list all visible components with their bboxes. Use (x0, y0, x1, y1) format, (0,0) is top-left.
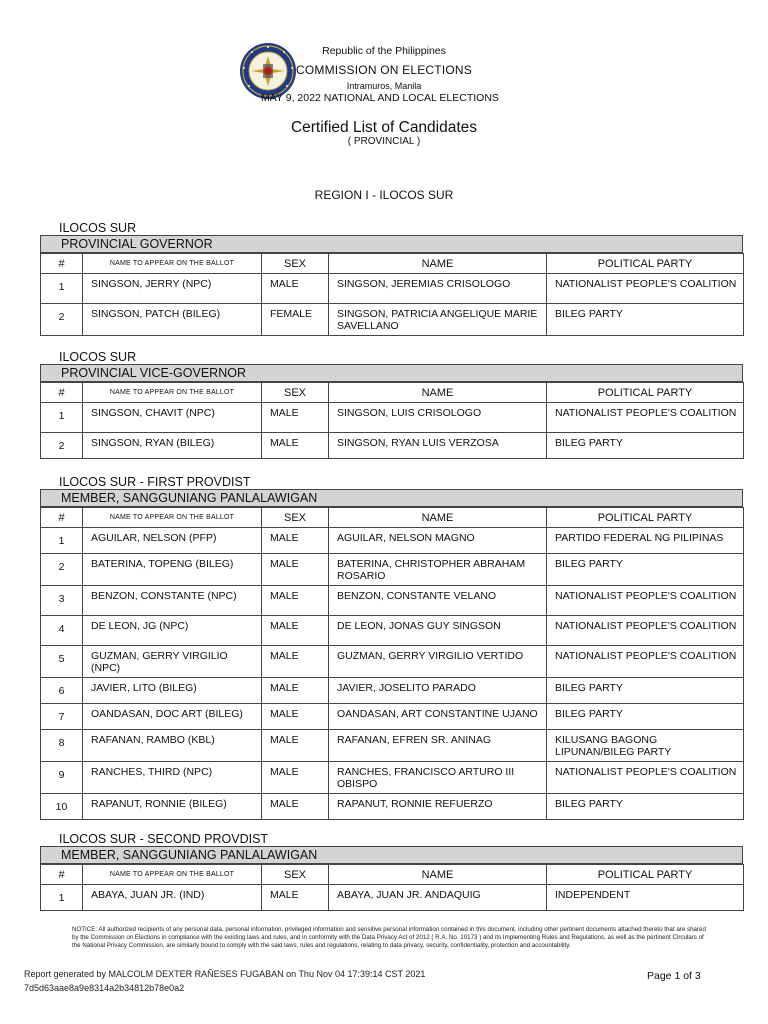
cell-sex: MALE (262, 704, 329, 730)
cell-name: AGUILAR, NELSON MAGNO (329, 528, 547, 554)
section-office: MEMBER, SANGGUNIANG PANLALAWIGAN (40, 489, 743, 507)
cell-num: 5 (41, 646, 83, 678)
cell-ballot-name: OANDASAN, DOC ART (BILEG) (83, 704, 262, 730)
cell-ballot-name: SINGSON, CHAVIT (NPC) (83, 403, 262, 433)
cell-party: BILEG PARTY (547, 704, 744, 730)
table-row (41, 403, 744, 433)
table-header-row (41, 508, 744, 528)
table-row (41, 304, 744, 336)
cell-name: ABAYA, JUAN JR. ANDAQUIG (329, 885, 547, 911)
cell-party: NATIONALIST PEOPLE'S COALITION (547, 274, 744, 304)
col-ballot-name-header: NAME TO APPEAR ON THE BALLOT (83, 508, 262, 528)
cell-ballot-name: GUZMAN, GERRY VIRGILIO (NPC) (83, 646, 262, 678)
cell-sex: MALE (262, 730, 329, 762)
commission-name: COMMISSION ON ELECTIONS (296, 63, 472, 77)
cell-sex: MALE (262, 678, 329, 704)
cell-name: RANCHES, FRANCISCO ARTURO III OBISPO (329, 762, 547, 794)
table-row (41, 762, 744, 794)
document-subtitle: ( PROVINCIAL ) (347, 136, 421, 147)
col-num-header: # (41, 508, 83, 528)
cell-party: NATIONALIST PEOPLE'S COALITION (547, 403, 744, 433)
cell-name: SINGSON, PATRICIA ANGELIQUE MARIE SAVELLANO (329, 304, 547, 336)
cell-num: 7 (41, 704, 83, 730)
section-office: PROVINCIAL VICE-GOVERNOR (40, 364, 743, 382)
cell-num: 2 (41, 554, 83, 586)
section-first-provdist (40, 475, 743, 820)
cell-party: BILEG PARTY (547, 433, 744, 459)
cell-name: BENZON, CONSTANTE VELANO (329, 586, 547, 616)
cell-num: 3 (41, 586, 83, 616)
cell-name: JAVIER, JOSELITO PARADO (329, 678, 547, 704)
document-title: Certified List of Candidates (290, 119, 478, 136)
col-ballot-name-header: NAME TO APPEAR ON THE BALLOT (83, 254, 262, 274)
col-num-header: # (41, 383, 83, 403)
cell-num: 2 (41, 433, 83, 459)
col-ballot-name-header: NAME TO APPEAR ON THE BALLOT (83, 865, 262, 885)
col-party-header: POLITICAL PARTY (547, 865, 744, 885)
cell-sex: MALE (262, 403, 329, 433)
section-provincial-governor (40, 221, 743, 336)
cell-party: PARTIDO FEDERAL NG PILIPINAS (547, 528, 744, 554)
cell-name: BATERINA, CHRISTOPHER ABRAHAM ROSARIO (329, 554, 547, 586)
cell-num: 1 (41, 403, 83, 433)
cell-name: GUZMAN, GERRY VIRGILIO VERTIDO (329, 646, 547, 678)
cell-ballot-name: BATERINA, TOPENG (BILEG) (83, 554, 262, 586)
cell-ballot-name: SINGSON, JERRY (NPC) (83, 274, 262, 304)
cell-name: SINGSON, RYAN LUIS VERZOSA (329, 433, 547, 459)
cell-name: RAFANAN, EFREN SR. ANINAG (329, 730, 547, 762)
table-row (41, 704, 744, 730)
table-row (41, 586, 744, 616)
page-number: Page 1 of 3 (647, 970, 701, 982)
section-area: ILOCOS SUR - FIRST PROVDIST (59, 475, 251, 489)
cell-name: OANDASAN, ART CONSTANTINE UJANO (329, 704, 547, 730)
cell-sex: MALE (262, 433, 329, 459)
cell-ballot-name: SINGSON, PATCH (BILEG) (83, 304, 262, 336)
cell-party: BILEG PARTY (547, 678, 744, 704)
cell-party: BILEG PARTY (547, 794, 744, 820)
col-party-header: POLITICAL PARTY (547, 254, 744, 274)
cell-ballot-name: DE LEON, JG (NPC) (83, 616, 262, 646)
col-name-header: NAME (329, 254, 547, 274)
cell-ballot-name: SINGSON, RYAN (BILEG) (83, 433, 262, 459)
cell-ballot-name: ABAYA, JUAN JR. (IND) (83, 885, 262, 911)
col-num-header: # (41, 865, 83, 885)
commission-location: Intramuros, Manila (346, 81, 422, 91)
cell-party: KILUSANG BAGONG LIPUNAN/BILEG PARTY (547, 730, 744, 762)
section-area: ILOCOS SUR (59, 350, 137, 364)
cell-num: 2 (41, 304, 83, 336)
col-party-header: POLITICAL PARTY (547, 508, 744, 528)
col-name-header: NAME (329, 508, 547, 528)
section-office: MEMBER, SANGGUNIANG PANLALAWIGAN (40, 846, 743, 864)
col-sex-header: SEX (262, 508, 329, 528)
cell-num: 1 (41, 274, 83, 304)
col-num-header: # (41, 254, 83, 274)
col-sex-header: SEX (262, 254, 329, 274)
cell-ballot-name: JAVIER, LITO (BILEG) (83, 678, 262, 704)
cell-sex: MALE (262, 762, 329, 794)
cell-name: SINGSON, JEREMIAS CRISOLOGO (329, 274, 547, 304)
election-name: MAY 9, 2022 NATIONAL AND LOCAL ELECTIONS (261, 92, 499, 104)
cell-sex: MALE (262, 794, 329, 820)
cell-sex: MALE (262, 554, 329, 586)
cell-num: 1 (41, 528, 83, 554)
candidate-table (40, 253, 744, 336)
cell-ballot-name: AGUILAR, NELSON (PFP) (83, 528, 262, 554)
table-row (41, 554, 744, 586)
section-area: ILOCOS SUR (59, 221, 137, 235)
cell-ballot-name: BENZON, CONSTANTE (NPC) (83, 586, 262, 616)
cell-ballot-name: RAPANUT, RONNIE (BILEG) (83, 794, 262, 820)
cell-party: NATIONALIST PEOPLE'S COALITION (547, 586, 744, 616)
candidate-table (40, 507, 744, 820)
cell-sex: MALE (262, 646, 329, 678)
cell-num: 1 (41, 885, 83, 911)
cell-sex: FEMALE (262, 304, 329, 336)
cell-party: BILEG PARTY (547, 304, 744, 336)
cell-num: 9 (41, 762, 83, 794)
cell-party: INDEPENDENT (547, 885, 744, 911)
table-row (41, 616, 744, 646)
col-sex-header: SEX (262, 865, 329, 885)
report-generated-by: Report generated by MALCOLM DEXTER RAÑESES FUGABAN on Thu Nov 04 17:39:14 CST 2021 (24, 969, 426, 979)
cell-sex: MALE (262, 885, 329, 911)
cell-sex: MALE (262, 274, 329, 304)
col-party-header: POLITICAL PARTY (547, 383, 744, 403)
candidate-table (40, 864, 744, 911)
section-office: PROVINCIAL GOVERNOR (40, 235, 743, 253)
table-row (41, 885, 744, 911)
table-header-row (41, 254, 744, 274)
col-name-header: NAME (329, 383, 547, 403)
cell-party: NATIONALIST PEOPLE'S COALITION (547, 762, 744, 794)
cell-sex: MALE (262, 616, 329, 646)
cell-num: 6 (41, 678, 83, 704)
table-row (41, 794, 744, 820)
region-heading: REGION I - ILOCOS SUR (314, 188, 454, 202)
cell-sex: MALE (262, 528, 329, 554)
table-header-row (41, 865, 744, 885)
col-name-header: NAME (329, 865, 547, 885)
cell-name: RAPANUT, RONNIE REFUERZO (329, 794, 547, 820)
section-provincial-vice-governor (40, 350, 743, 459)
cell-num: 4 (41, 616, 83, 646)
cell-name: SINGSON, LUIS CRISOLOGO (329, 403, 547, 433)
republic-label: Republic of the Philippines (322, 45, 446, 57)
cell-ballot-name: RANCHES, THIRD (NPC) (83, 762, 262, 794)
cell-name: DE LEON, JONAS GUY SINGSON (329, 616, 547, 646)
cell-num: 10 (41, 794, 83, 820)
cell-party: NATIONALIST PEOPLE'S COALITION (547, 616, 744, 646)
privacy-notice: NOTICE: All authorized recipients of any personal data, personal information, privileged information and sensitive personal information contained in this document, including other pertinent documents attached thereto that are shared by the Commission on Elections in compliance with the existing laws and rules, and in conformity with the Data Privacy Act of 2012 ( R.A. No. 10173 ) and its Implementing Rules and Regulations, as well as the pertinent Circulars of the National Privacy Commission, are similarly bound to comply with the said laws, rules and regulations, relating to data privacy, security, confidentiality, protection and accountability. (72, 926, 706, 950)
table-row (41, 433, 744, 459)
section-area: ILOCOS SUR - SECOND PROVDIST (59, 832, 269, 846)
table-row (41, 646, 744, 678)
table-row (41, 730, 744, 762)
table-row (41, 528, 744, 554)
table-row (41, 678, 744, 704)
cell-party: NATIONALIST PEOPLE'S COALITION (547, 646, 744, 678)
cell-sex: MALE (262, 586, 329, 616)
section-second-provdist (40, 832, 743, 911)
table-header-row (41, 383, 744, 403)
document-hash: 7d5d63aae8a9e8314a2b34812b78e0a2 (24, 983, 185, 993)
table-row (41, 274, 744, 304)
candidate-table (40, 382, 744, 459)
cell-num: 8 (41, 730, 83, 762)
col-sex-header: SEX (262, 383, 329, 403)
cell-party: BILEG PARTY (547, 554, 744, 586)
col-ballot-name-header: NAME TO APPEAR ON THE BALLOT (83, 383, 262, 403)
cell-ballot-name: RAFANAN, RAMBO (KBL) (83, 730, 262, 762)
